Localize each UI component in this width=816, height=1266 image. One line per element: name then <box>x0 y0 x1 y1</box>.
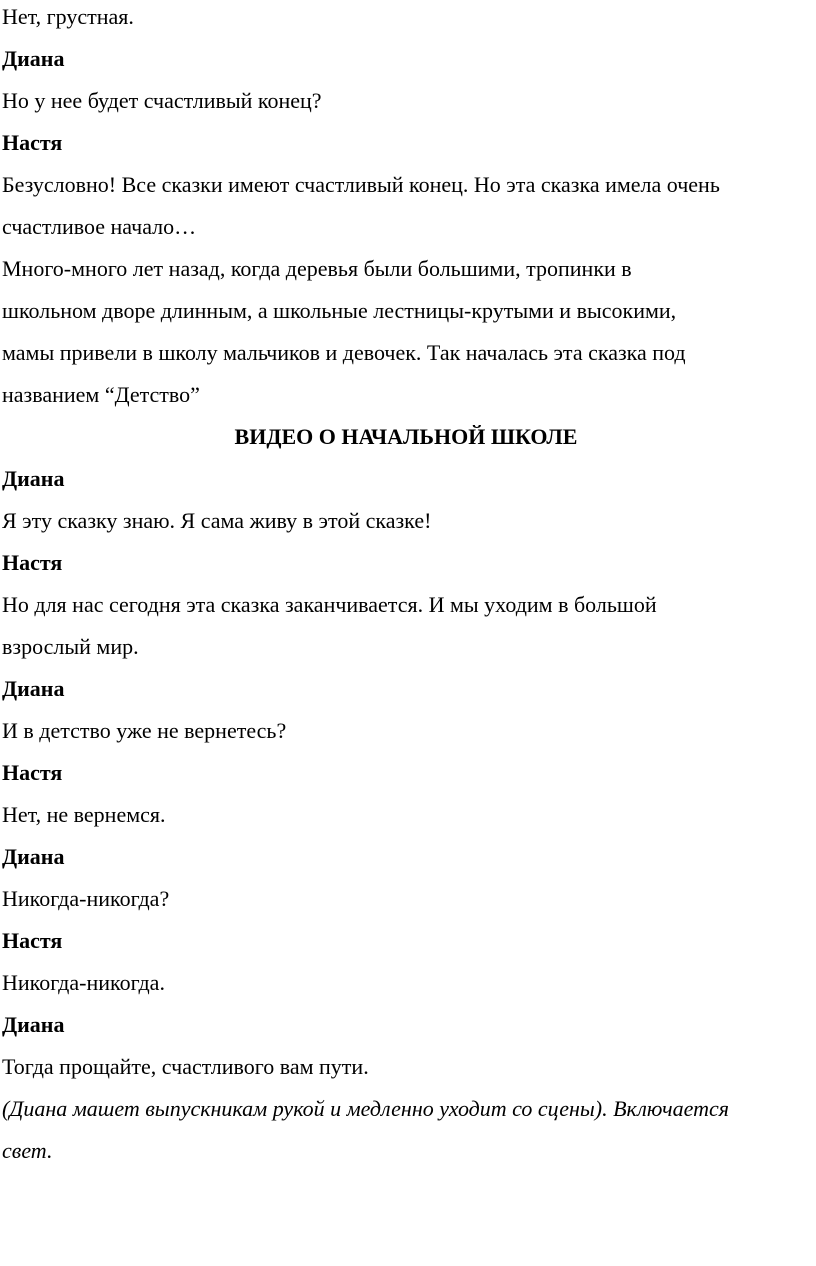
dialogue-line: Я эту сказку знаю. Я сама живу в этой сказке! <box>2 508 432 533</box>
dialogue-line: Нет, грустная. <box>2 4 134 29</box>
speaker-name: Настя <box>2 130 63 155</box>
speaker-name: Диана <box>2 1012 65 1037</box>
dialogue-line: Никогда-никогда. <box>2 970 165 995</box>
stage-direction: свет. <box>2 1138 53 1163</box>
speaker-name: Настя <box>2 550 63 575</box>
speaker-name: Диана <box>2 466 65 491</box>
dialogue-line: Безусловно! Все сказки имеют счастливый конец. Но эта сказка имела очень <box>2 172 720 197</box>
dialogue-line: Но у нее будет счастливый конец? <box>2 88 322 113</box>
dialogue-line: взрослый мир. <box>2 634 139 659</box>
speaker-name: Настя <box>2 928 63 953</box>
speaker-name: Диана <box>2 46 65 71</box>
dialogue-line: счастливое начало… <box>2 214 197 239</box>
dialogue-line: Много-много лет назад, когда деревья были большими, тропинки в <box>2 256 632 281</box>
dialogue-line: Тогда прощайте, счастливого вам пути. <box>2 1054 369 1079</box>
dialogue-line: школьном дворе длинным, а школьные лестницы-крутыми и высокими, <box>2 298 677 323</box>
section-heading: ВИДЕО О НАЧАЛЬНОЙ ШКОЛЕ <box>234 424 578 449</box>
speaker-name: Диана <box>2 676 65 701</box>
dialogue-line: мамы привели в школу мальчиков и девочек. Так началась эта сказка под <box>2 340 686 365</box>
dialogue-line: Но для нас сегодня эта сказка заканчивается. И мы уходим в большой <box>2 592 657 617</box>
speaker-name: Диана <box>2 844 65 869</box>
dialogue-line: И в детство уже не вернетесь? <box>2 718 287 743</box>
dialogue-line: Нет, не вернемся. <box>2 802 166 827</box>
dialogue-line: названием “Детство” <box>2 382 200 407</box>
stage-direction: (Диана машет выпускникам рукой и медленно уходит со сцены). Включается <box>2 1096 729 1121</box>
dialogue-line: Никогда-никогда? <box>2 886 170 911</box>
speaker-name: Настя <box>2 760 63 785</box>
